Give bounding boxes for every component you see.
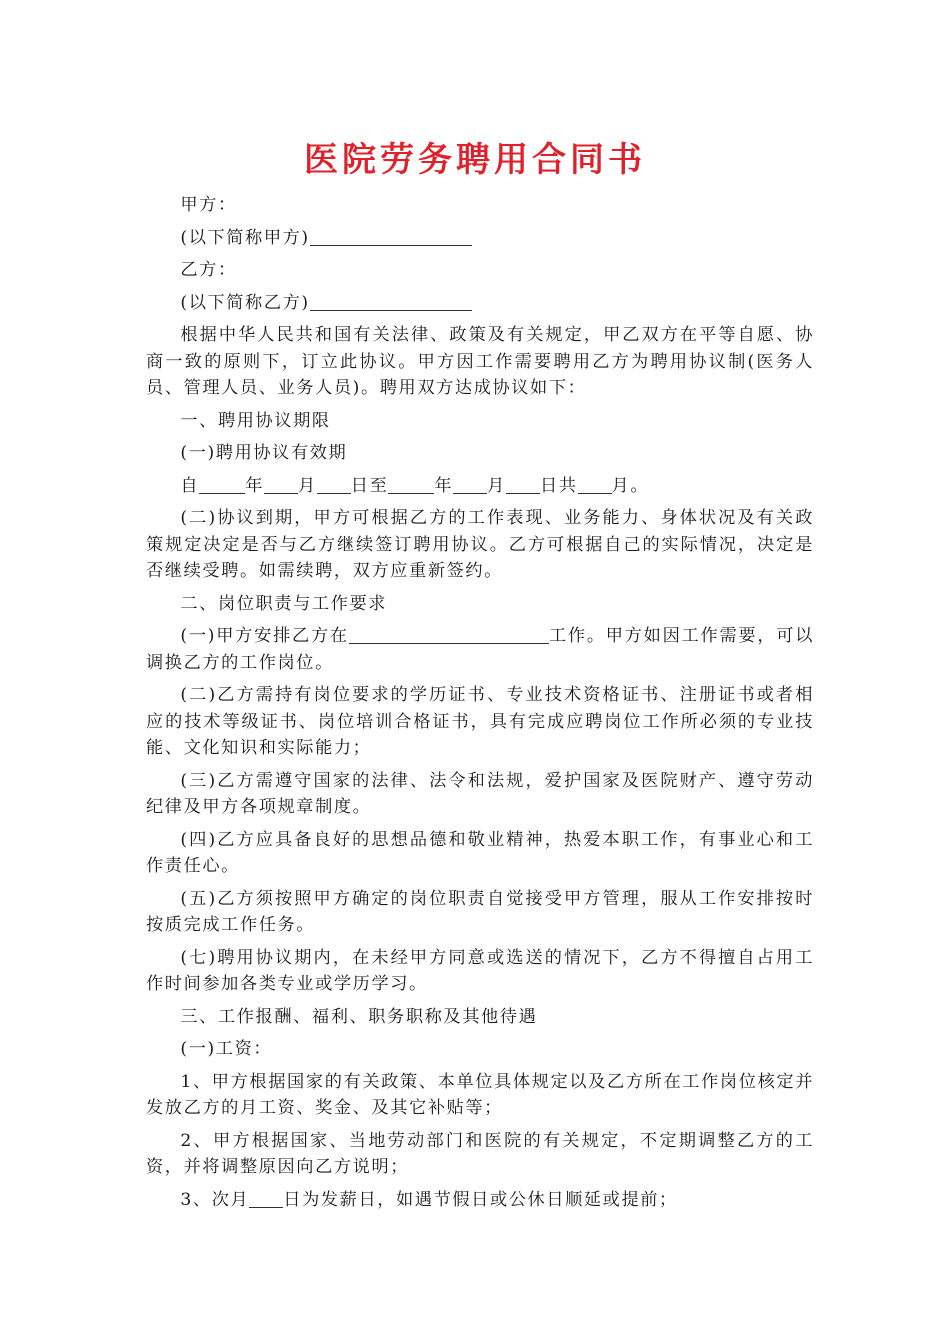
end-month-blank[interactable]	[453, 475, 487, 494]
section-2-item-4: (四)乙方应具备良好的思想品德和敬业精神，热爱本职工作，有事业心和工作责任心。	[146, 829, 814, 876]
section-2-heading: 二、岗位职责与工作要求	[180, 593, 388, 614]
party-b-short-line: (以下简称乙方)	[146, 290, 814, 317]
payday-blank[interactable]	[249, 1189, 283, 1208]
section-1-item-1: (一)聘用协议有效期	[180, 443, 348, 463]
end-day-blank[interactable]	[506, 475, 540, 494]
section-2-item-3: (三)乙方需遵守国家的法律、法令和法规，爱护国家及医院财产、遵守劳动纪律及甲方各项规章制度。	[146, 770, 814, 817]
position-blank[interactable]	[349, 625, 549, 644]
party-b-line: 乙方：	[180, 260, 237, 280]
start-day-blank[interactable]	[317, 475, 351, 494]
section-2-item-7: (七)聘用协议期内，在未经甲方同意或选送的情况下，乙方不得擅自占用工作时间参加各类专业或学历学习。	[146, 947, 814, 994]
party-b-blank[interactable]	[310, 292, 472, 311]
section-2-item-2: (二)乙方需持有岗位要求的学历证书、专业技术资格证书、注册证书或者相应的技术等级证书、岗位培训合格证书，具有完成应聘岗位工作所必须的专业技能、文化知识和实际能力；	[146, 685, 814, 758]
salary-clause-1: 1、甲方根据国家的有关政策、本单位具体规定以及乙方所在工作岗位核定并发放乙方的月工资、奖金、及其它补贴等；	[146, 1071, 814, 1118]
party-a-blank[interactable]	[310, 227, 472, 246]
section-1-item-2: (二)协议到期，甲方可根据乙方的工作表现、业务能力、身体状况及有关政策规定决定是否与乙方继续签订聘用协议。乙方可根据自己的实际情况，决定是否继续受聘。如需续聘，双方应重新签约。	[146, 508, 814, 581]
salary-clause-3: 3、次月 日为发薪日，如遇节假日或公休日顺延或提前；	[180, 1189, 678, 1210]
party-a-line: 甲方：	[180, 195, 237, 215]
section-1-heading: 一、聘用协议期限	[180, 410, 331, 431]
document-title: 医院劳务聘用合同书	[304, 140, 646, 180]
intro-paragraph: 根据中华人民共和国有关法律、政策及有关规定，甲乙双方在平等自愿、协商一致的原则下，订立此协议。甲方因工作需要聘用乙方为聘用协议制(医务人员、管理人员、业务人员)。聘用双方达成协议如下：	[146, 325, 814, 398]
document-body	[146, 192, 814, 1219]
total-months-blank[interactable]	[578, 475, 612, 494]
section-2-item-1: (一)甲方安排乙方在 工作。甲方如因工作需要，可以调换乙方的工作岗位。	[146, 626, 814, 673]
section-3-heading: 三、工作报酬、福利、职务职称及其他待遇	[180, 1006, 538, 1027]
start-year-blank[interactable]	[199, 475, 245, 494]
section-3-item-1: (一)工资：	[180, 1039, 273, 1059]
end-year-blank[interactable]	[388, 475, 434, 494]
section-2-item-5: (五)乙方须按照甲方确定的岗位职责自觉接受甲方管理，服从工作安排按时按质完成工作任务。	[146, 888, 814, 935]
party-a-short-line: (以下简称甲方)	[146, 225, 814, 252]
salary-clause-2: 2、甲方根据国家、当地劳动部门和医院的有关规定，不定期调整乙方的工资，并将调整原因向乙方说明；	[146, 1130, 814, 1177]
start-month-blank[interactable]	[264, 475, 298, 494]
contract-period-line: 自 年 月 日至 年 月 日共 月。	[180, 475, 650, 496]
